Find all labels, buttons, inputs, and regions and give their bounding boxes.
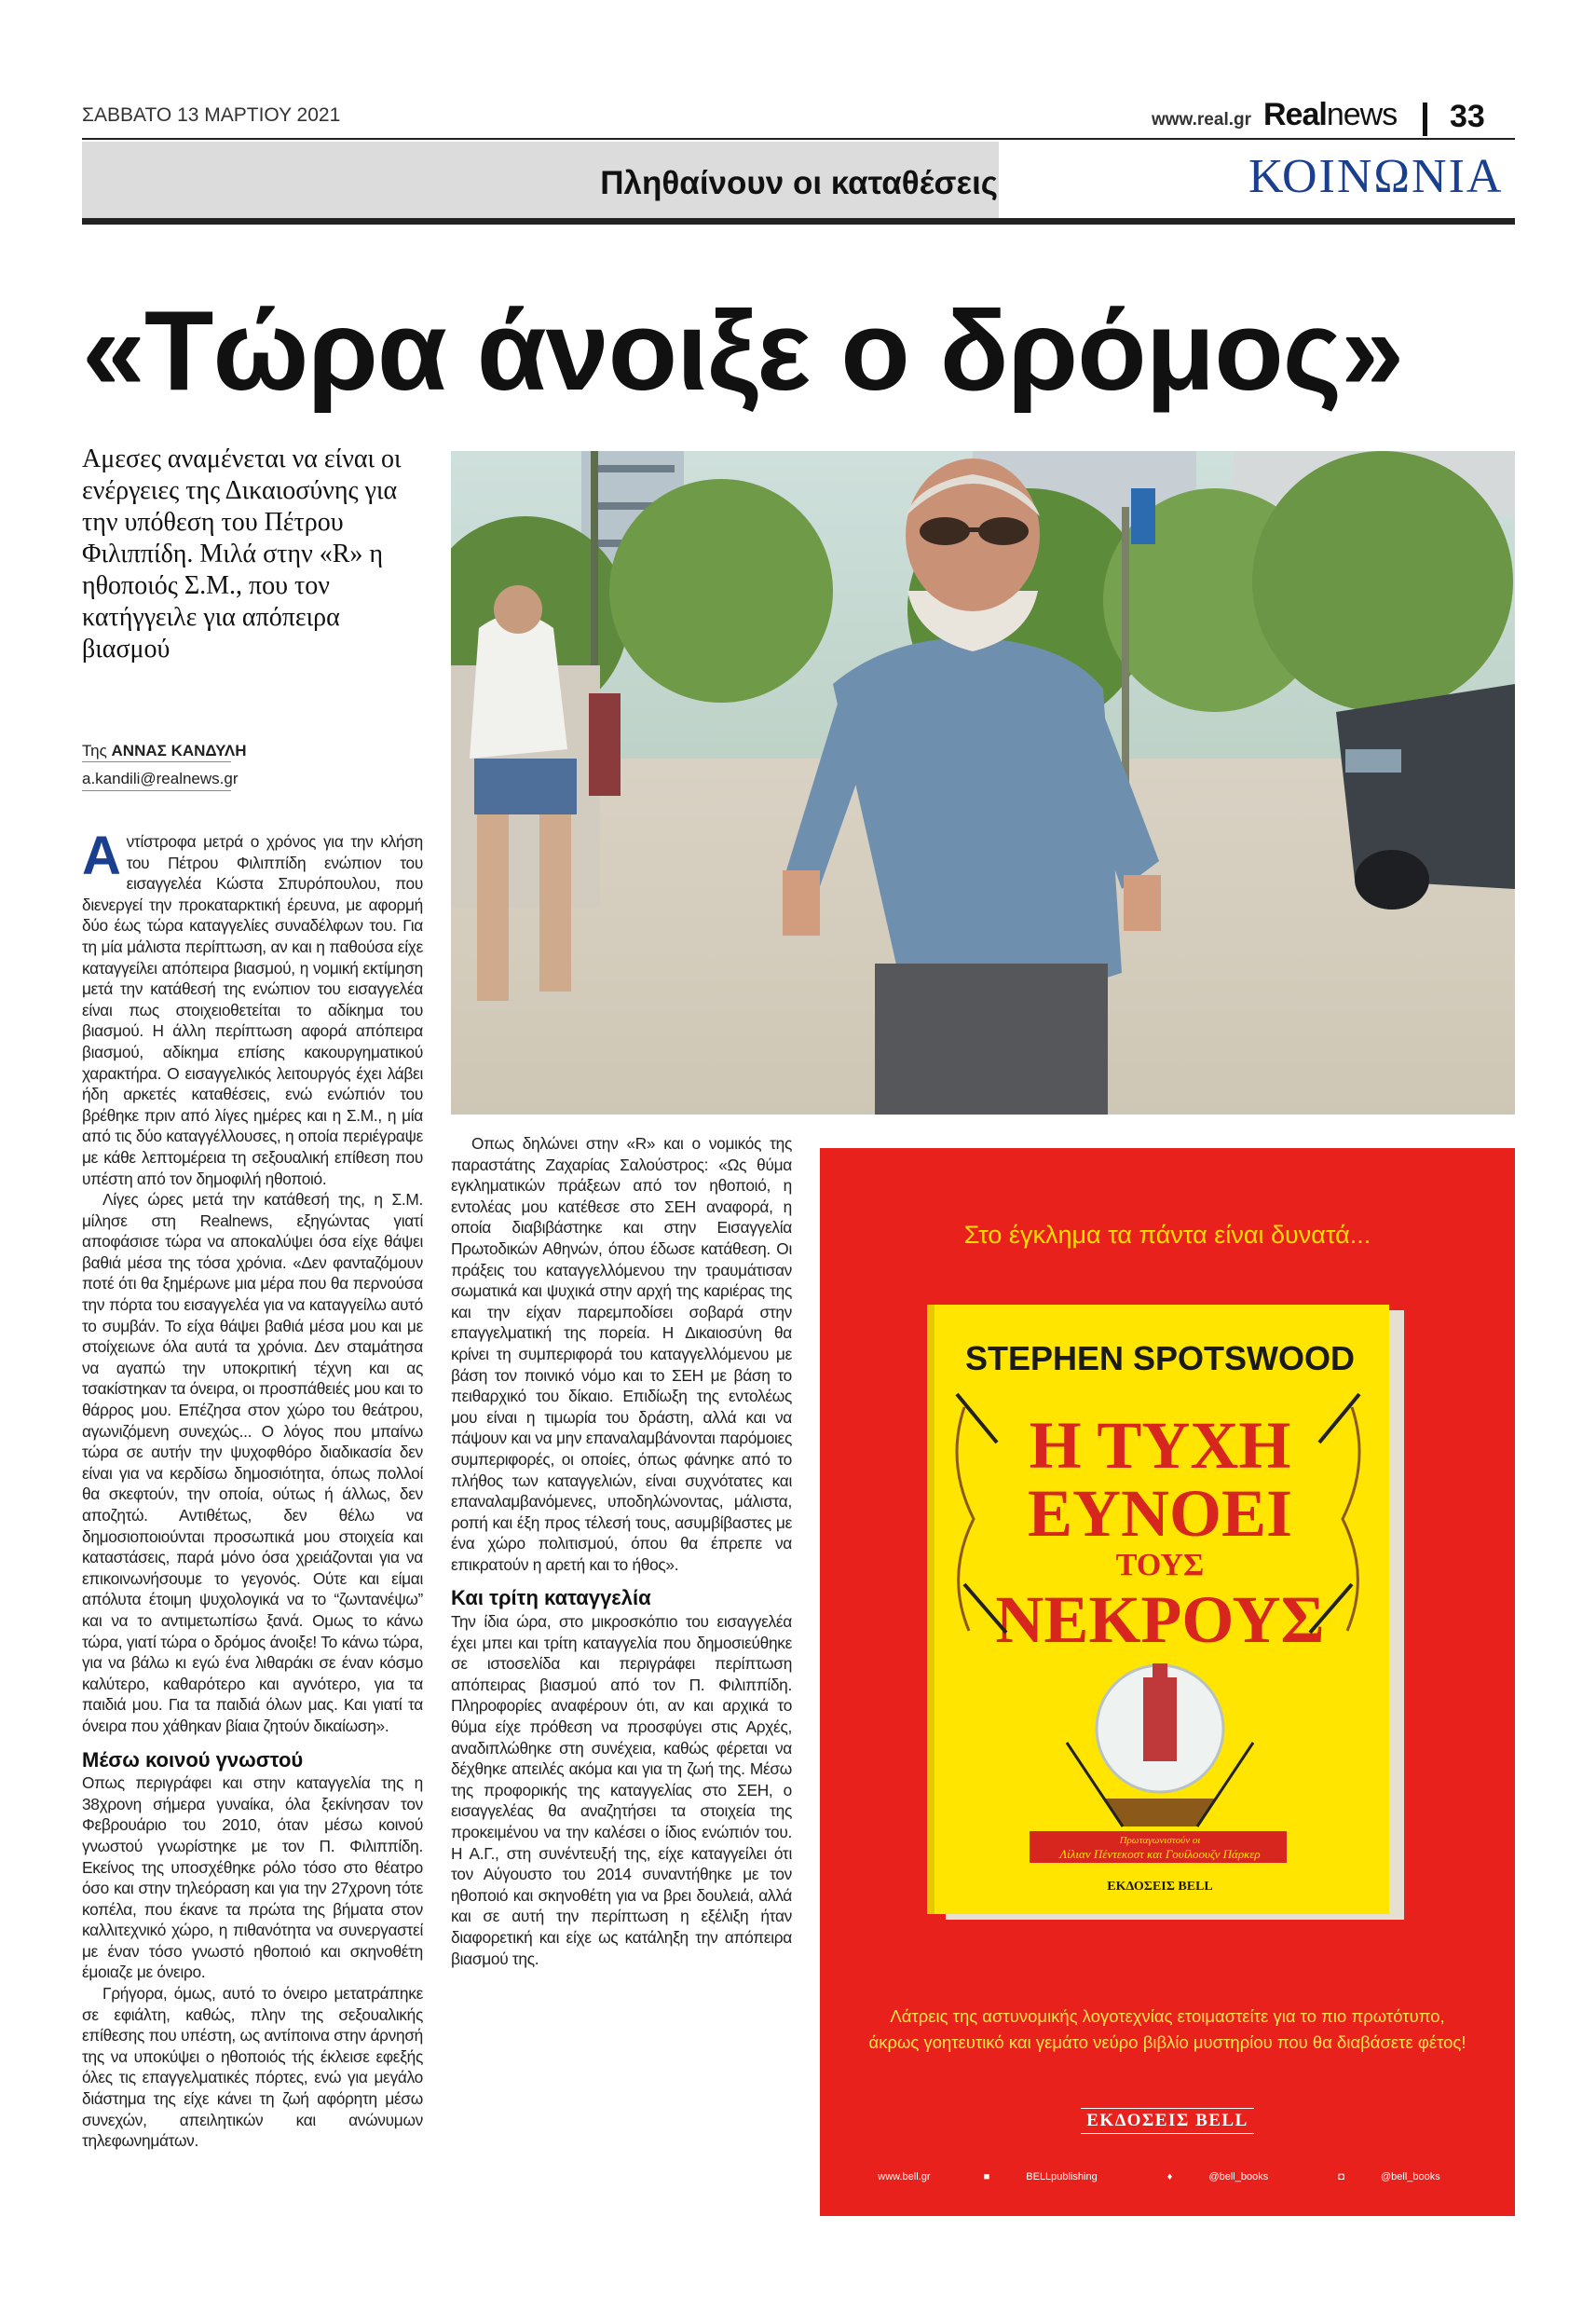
lead-paragraph: Αμεσες αναμένεται να είναι οι ενέργειες της Δικαιοσύνης για την υπόθεση του Πέτρου Φιλιππίδη. Μιλά στην «R» η ηθοποιός Σ.Μ., που τον κατήγγειλε για απόπειρα βιασμού [82, 445, 402, 664]
site-url[interactable]: www.real.gr [1152, 110, 1251, 130]
book-author: STEPHEN SPOTSWOOD [964, 1339, 1356, 1377]
brand-bold: Real [1263, 97, 1327, 132]
book-title-1: Η ΤΥΧΗ [1029, 1408, 1291, 1483]
book-title-2: ΕΥΝΟΕΙ [1027, 1476, 1293, 1551]
ad-publisher-logo [820, 2108, 1515, 2134]
ad-social-links [820, 2171, 1515, 2182]
facebook-icon: ■ [983, 2171, 993, 2182]
ad-copy-line-2: άκρως γοητευτικό και γεμάτο νεύρο βιβλίο μυστηρίου που θα διαβάσετε φέτος! [868, 2032, 1466, 2052]
paragraph-text: ντίστροφα μετρά ο χρόνος για την κλήση του Πέτρου Φιλιππίδη ενώπιον του εισαγγελέα Κώστα Σπυρόπουλου, που διενεργεί την προκαταρκτική έρευνα, με αφορμή δύο έως τώρα καταγγελίες συναδέλφων του. Για τη μία μάλιστα περίπτωση, αν και η παθούσα είχε καταγγείλει απόπειρα βιασμού, η νομική εκτίμηση μετά την κατάθεσή της ενώπιον του εισαγγελέα είναι πως στοιχειοθετείται το αδίκημα του βιασμού. Η άλλη περίπτωση αφορά απόπειρα βιασμού, αδίκημα επίσης κακουργηματικού χαρακτήρα. Ο εισαγγελικός λειτουργός έχει λάβει ήδη αρκετές καταθέσεις, ενώ ενώπιόν του βρέθηκε πριν από λίγες ημέρες και η Σ.Μ., η μία από τις δύο καταγγέλλουσες, η οποία περιέγραψε με κάθε λεπτομέρεια τη σεξουαλική επίθεση που υπέστη από τον δημοφιλή ηθοποιό. [82, 832, 423, 1188]
ad-tagline: Στο έγκλημα τα πάντα είναι δυνατά... [963, 1221, 1371, 1249]
facebook-handle: BELLpublishing [1026, 2171, 1098, 2182]
section-title: ΚΟΙΝΩΝΙΑ [1248, 150, 1504, 203]
subheading: Και τρίτη καταγγελία [451, 1586, 651, 1610]
paragraph: Γρήγορα, όμως, αυτό το όνειρο μετατράπηκε σε εφιάλτη, καθώς, πλην της σεξουαλικής επίθεσης που υπέστη, ως αντίποινα στην άρνησή της να υποκύψει ο ηθοποιός τής έκλεισε εφεξής όλες τις επαγγελματικές πόρτες, ενώ για μεγάλο διάστημα της είχε κάνει τη ζωή αφόρητη μέσω συνεχών, απειλητικών και ανώνυμων τηλεφωνημάτων. [82, 1984, 423, 2151]
issue-date: ΣΑΒΒΑΤΟ 13 ΜΑΡΤΙΟΥ 2021 [82, 104, 341, 126]
section-rule [82, 218, 1515, 225]
byline [82, 742, 246, 760]
kicker: Πληθαίνουν οι καταθέσεις [600, 165, 998, 201]
article-column-2 [451, 1133, 792, 2214]
ad-instagram[interactable] [1321, 2171, 1456, 2182]
instagram-handle: @bell_books [1380, 2171, 1440, 2182]
book-publisher: ΕΚΔΟΣΕΙΣ BELL [1107, 1880, 1213, 1894]
paragraph: Την ίδια ώρα, στο μικροσκόπιο του εισαγγελέα έχει μπει και τρίτη καταγγελία που δημοσιεύθηκε σε ιστοσελίδα και περιγράφει περίπτωση απόπειρας βιασμού από τον Π. Φιλιππίδη. Πληροφορίες αναφέρουν ότι, αν και αρχικά το θύμα είχε πρόθεση να προσφύγει στις Αρχές, αναδιπλώθηκε στη συνέχεια, καθώς φέρεται να δέχθηκε απειλές ακόμα και για τη ζωή της. Μέσω της προφορικής της καταγγελίας στο ΣΕΗ, ο εισαγγελέας θα αναζητήσει τα στοιχεία της προκειμένου να την καλέσει ο ίδιος ενώπιόν του. Η Α.Γ., στη συνέντευξή της, είχε καταγγείλει ότι τον Αύγουστο του 2014 συναντήθηκε με τον ηθοποιό και σκηνοθέτη για να βρει δουλειά, αλλά και σε αυτή την περίπτωση η εξέλιξη ήταν διαφορετική και είχε ως κατάληξη την απόπειρα βιασμού της. [451, 1612, 792, 1968]
ad-copy-line-1: Λάτρεις της αστυνομικής λογοτεχνίας ετοιμαστείτε για το πιο πρωτότυπο, [890, 2006, 1445, 2026]
book-title-3: ΤΟΥΣ [1115, 1548, 1205, 1582]
byline-rule [82, 761, 231, 762]
article-column-1 [82, 831, 423, 2210]
book-credits-2: Λίλιαν Πέντεκοστ και Γουίλοουζν Πάρκερ [1059, 1847, 1261, 1861]
instagram-icon: ◘ [1338, 2171, 1347, 2182]
ad-facebook[interactable] [967, 2171, 1114, 2182]
header-separator [1423, 103, 1427, 136]
paragraph: Οπως περιγράφει και στην καταγγελία της η 38χρονη σήμερα γυναίκα, όλα ξεκίνησαν τον Φεβρουάριο του 2010, όταν μέσω κοινού γνωστού γνωρίστηκε με τον Π. Φιλιππίδη. Εκείνος της υποσχέθηκε ρόλο τόσο στο θέατρο όσο και στην τηλεόραση και για την 27χρονη τότε κοπέλα, που έκανε τα πρώτα της βήματα στον καλλιτεχνικό χώρο, η πιθανότητα να συνεργαστεί με έναν τόσο γνωστό ηθοποιό και σκηνοθέτη έμοιαζε με όνειρο. [82, 1773, 423, 1982]
ad-web[interactable]: www.bell.gr [878, 2171, 931, 2182]
twitter-icon: ♦ [1166, 2171, 1176, 2182]
byline-prefix: Της [82, 742, 107, 759]
byline-rule [82, 790, 231, 791]
book-title-4: ΝΕΚΡΟΥΣ [995, 1582, 1325, 1657]
book-cover [927, 1305, 1404, 1920]
brand-logo [1263, 97, 1397, 133]
dropcap: Α [82, 831, 121, 886]
headline: «Τώρα άνοιξε ο δρόμος» [82, 287, 1404, 414]
book-credits-1: Πρωταγωνιστούν οι [1119, 1835, 1201, 1846]
twitter-handle: @bell_books [1208, 2171, 1269, 2182]
paragraph: Οπως δηλώνει στην «R» και ο νομικός της παραστάτης Ζαχαρίας Σαλούστρος: «Ως θύμα εγκληματικών πράξεων από τον ηθοποιό, η εντολέας μου κατέθεσε στο ΣΕΗ αναφορά, η οποία διαβιβάστηκε και στην Εισαγγελία Πρωτοδικών Αθηνών, όπου έδωσε κατάθεση. Οι πράξεις του καταγγελλόμενου την τραυμάτισαν σωματικά και ψυχικά στην αρχή της καριέρας της και την είχαν παρεμποδίσει σοβαρά στην επαγγελματική της πορεία. Η Δικαιοσύνη θα κρίνει τη συμπεριφορά του καταγγελλόμενου με βάση τον ποινικό νόμο και το ΣΕΗ με βάση το πειθαρχικό του δίκαιο. Επιδίωξη της εντολέως μου είναι η τιμωρία του δράστη, αλλά και να πάψουν και να μην επαναλαμβάνονται παρόμοιες συμπεριφορές, οι οποίες, όπως φάνηκε από το πλήθος των καταγγελιών, είναι συχνότατες και επαναλαμβανόμενες, υποδηλώνοντας, μάλιστα, ροπή και έξη προς τέλεσή τους, ασυμβίβαστες με ένα χώρο πολιτισμού, όπου θα έπρεπε να επικρατούν η αρετή και το ήθος». [451, 1134, 792, 1574]
paragraph: Λίγες ώρες μετά την κατάθεσή της, η Σ.Μ. μίλησε στη Realnews, εξηγώντας γιατί αποφάσισε τώρα να αποκαλύψει όσα είχε θάψει βαθιά μέσα της τόσα χρόνια. «Δεν φανταζόμουν ποτέ ότι θα ξημέρωνε μια μέρα που θα περνούσα την πόρτα του εισαγγελέα για να καταγγείλω αυτό το συμβάν. Το είχα θάψει βαθιά μέσα μου και με στοίχειωνε όλα αυτά τα χρόνια. Δεν σταμάτησα να αγαπώ την υποκριτική τέχνη και ας τσακίστηκαν τα όνειρα, οι προσπάθειές μου και το θάρρος μου. Επέζησα στον χώρο του θεάτρου, αγωνιζόμενη συνεχώς... Ο λόγος που μπαίνω τώρα σε αυτήν την ψυχοφθόρο διαδικασία δεν είναι για να κερδίσω δημοσιότητα, όπως πολλοί θα σκεφτούν, την οποία, ούτως ή άλλως, δεν αποζητώ. Αντιθέτως, δεν θέλω να δημοσιοποιούνται προσωπικά μου στοιχεία και καταστάσεις, παρά μόνο όσα χρειάζονται για να επικοινωνήσουμε το γεγονός. Ούτε και είμαι απόλυτα έτοιμη ψυχολογικά να το “ζωντανέψω” και να το αντιμετωπίσω ξανά. Ομως το κάνω τώρα, γιατί τώρα ο δρόμος άνοιξε! Το κάνω τώρα, για να βάλω κι εγώ ένα λιθαράκι σε έναν κόσμο καλύτερο, καθαρότερο και αγνότερο, για τα παιδιά μου. Για τα παιδιά όλων μας. Και γιατί τα όνειρα που χάθηκαν βίαια ζητούν δικαίωση». [82, 1190, 423, 1735]
ad-copy [848, 2004, 1487, 2056]
paragraph [82, 831, 423, 1189]
brand-light: news [1326, 97, 1398, 132]
advertisement[interactable] [820, 1148, 1515, 2216]
author-email[interactable]: a.kandili@realnews.gr [82, 770, 239, 787]
article-photo [451, 451, 1515, 1115]
byline-name: ΑΝΝΑΣ ΚΑΝΔΥΛΗ [111, 742, 247, 759]
page-number: 33 [1450, 99, 1485, 134]
header-rule [82, 138, 1515, 140]
subheading: Μέσω κοινού γνωστού [82, 1747, 304, 1772]
ad-publisher: ΕΚΔΟΣΕΙΣ BELL [1081, 2108, 1254, 2134]
ad-twitter[interactable] [1151, 2171, 1285, 2182]
